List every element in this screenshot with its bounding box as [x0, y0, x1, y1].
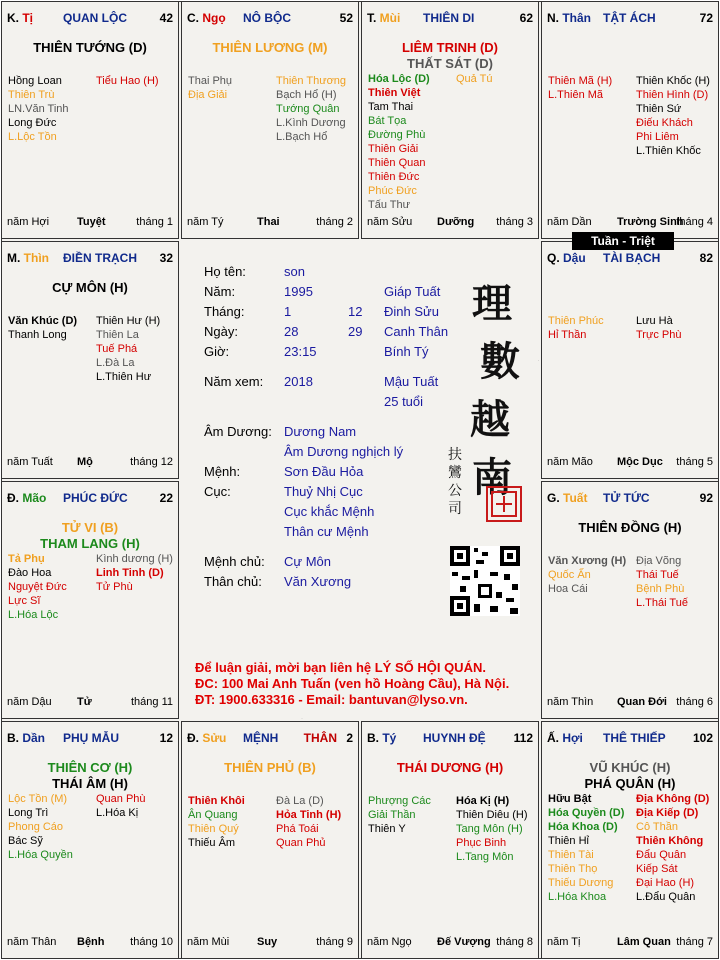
palace-header	[7, 731, 173, 747]
star-item: Long Trì	[8, 807, 49, 819]
star-item: Cô Thần	[636, 821, 678, 833]
star-item: L.Kình Dương	[276, 117, 346, 129]
palace-number: 92	[699, 491, 713, 505]
gio-label: Giờ:	[204, 344, 230, 359]
palace-name: THÊ THIẾP	[603, 731, 666, 745]
star-item: Tử Phù	[96, 581, 133, 593]
main-star: LIÊM TRINH (D)	[401, 40, 499, 55]
footer-stage: Mộc Dục	[617, 456, 663, 468]
star-item: Hóa Lộc (D)	[368, 73, 430, 85]
palace-cell-than	[541, 1, 719, 239]
right-stars	[636, 792, 709, 904]
star-item: LN.Văn Tinh	[8, 103, 69, 115]
palace-position: G. Tuất	[547, 491, 588, 505]
star-item: L.Bạch Hổ	[276, 131, 328, 143]
palace-name: TẬT ÁCH	[603, 11, 656, 25]
footer-year: năm Dậu	[7, 696, 52, 708]
star-item: Tấu Thư	[368, 199, 411, 211]
palace-cell-ti	[361, 721, 539, 959]
star-item: Thiên Khôi	[188, 795, 245, 807]
right-stars	[636, 554, 688, 610]
palace-cell-tuat	[541, 481, 719, 719]
am-duong-value: Dương Nam	[284, 424, 357, 439]
star-item: Thiếu Dương	[548, 877, 614, 889]
cuc-value: Thuỷ Nhị Cục	[284, 484, 363, 499]
palace-number: 72	[699, 11, 713, 25]
star-item: Phượng Các	[368, 795, 431, 807]
am-duong-label: Âm Dương:	[204, 424, 272, 439]
star-item: Hóa Kị (H)	[456, 795, 510, 807]
star-item: Phúc Đức	[368, 185, 417, 197]
palace-position: Đ. Mão	[7, 491, 47, 505]
star-item: Thái Tuế	[636, 569, 679, 581]
palace-header	[547, 251, 713, 267]
palace-name: PHÚC ĐỨC	[63, 491, 128, 505]
star-item: L.Thiên Hư	[96, 371, 152, 383]
star-item: Thiên Sứ	[636, 103, 682, 115]
star-item: L.Thái Tuế	[636, 597, 688, 609]
main-star: THẤT SÁT (D)	[407, 56, 493, 71]
star-item: Bác Sỹ	[8, 835, 43, 847]
palace-position: T. Mùi	[367, 11, 401, 25]
nam-xem-value: 2018	[284, 374, 313, 389]
calligraphy-char-3: 越	[470, 396, 510, 443]
palace-position: K. Tị	[7, 11, 34, 25]
star-item: Đẩu Quân	[636, 849, 687, 861]
footer-month: tháng 10	[130, 936, 173, 948]
right-stars	[96, 792, 146, 820]
menh-value: Sơn Đầu Hỏa	[284, 464, 364, 479]
star-item: Thiên Quan	[368, 157, 426, 169]
star-item: Thai Phụ	[188, 75, 233, 87]
star-item: Bát Tọa	[368, 115, 407, 127]
palace-footer	[367, 216, 533, 230]
star-item: L.Đà La	[96, 357, 135, 369]
palace-header	[7, 491, 173, 507]
footer-stage: Đế Vượng	[437, 936, 491, 948]
palace-footer	[547, 216, 713, 230]
palace-footer	[7, 936, 173, 950]
palace-footer	[187, 216, 353, 230]
star-item: Tướng Quân	[276, 103, 340, 115]
palace-number: 42	[159, 11, 173, 25]
palace-name: MỆNH	[243, 731, 279, 745]
gio-value: 23:15	[284, 344, 317, 359]
right-stars	[636, 74, 710, 158]
cuc-label: Cục:	[204, 484, 231, 499]
left-stars	[548, 74, 612, 102]
palace-cell-ty	[1, 1, 179, 239]
palace-number: 112	[513, 731, 533, 745]
palace-name: ĐIỀN TRẠCH	[63, 251, 137, 265]
left-stars	[8, 792, 73, 862]
ho-ten-value: son	[284, 264, 305, 279]
palace-cell-thin	[1, 241, 179, 479]
star-item: Đào Hoa	[8, 567, 52, 579]
footer-month: tháng 4	[676, 216, 713, 228]
main-star: PHÁ QUÂN (H)	[584, 776, 676, 791]
palace-position: Ấ. Hợi	[547, 731, 583, 745]
star-item: Địa Võng	[636, 555, 682, 567]
star-item: Quan Phủ	[276, 837, 326, 849]
seal-text: 扶 鸞 公 司	[448, 447, 462, 517]
star-item: Kiếp Sát	[636, 863, 678, 875]
star-item: Lực Sĩ	[8, 595, 41, 607]
star-item: Nguyệt Đức	[8, 581, 67, 593]
star-item: Phục Binh	[456, 837, 507, 849]
star-item: Địa Không (D)	[636, 793, 710, 805]
palace-position: Q. Dậu	[547, 251, 586, 265]
star-item: L.Hóa Lộc	[8, 609, 59, 621]
star-item: L.Hóa Khoa	[548, 891, 607, 903]
footer-year: năm Tý	[187, 216, 224, 228]
star-item: Đại Hao (H)	[636, 877, 695, 889]
ngay-label: Ngày:	[204, 324, 238, 339]
palace-position: N. Thân	[547, 11, 592, 25]
footer-year: năm Tuất	[7, 456, 53, 468]
star-item: Thiên Y	[368, 823, 406, 835]
nam-xem-label: Năm xem:	[204, 374, 264, 389]
star-item: Phong Cáo	[8, 821, 64, 833]
am-duong-note: Âm Dương nghịch lý	[284, 444, 404, 459]
qr-code-icon	[450, 546, 520, 616]
footer-stage: Quan Đới	[617, 696, 667, 708]
palace-header	[187, 11, 353, 27]
center-info-panel	[180, 240, 538, 718]
star-item: Hóa Quyền (D)	[548, 807, 625, 819]
menh-chu-value: Cự Môn	[284, 554, 331, 569]
star-item: Tang Môn (H)	[456, 823, 523, 835]
than-chu-value: Văn Xương	[284, 574, 352, 589]
footer-stage: Thai	[257, 216, 280, 228]
footer-month: tháng 9	[316, 936, 353, 948]
star-item: Phá Toái	[276, 823, 319, 835]
footer-year: năm Thân	[7, 936, 57, 948]
footer-year: năm Sửu	[367, 216, 413, 228]
star-item: Thiên Tài	[548, 849, 594, 861]
main-star: THIÊN ĐỒNG (H)	[578, 520, 682, 535]
palace-header	[547, 11, 713, 27]
star-item: Thiên Trù	[8, 89, 55, 101]
star-item: L.Đẩu Quân	[636, 891, 696, 903]
palace-number: 2	[346, 731, 353, 745]
palace-number: 12	[159, 731, 173, 745]
palace-cell-suu	[181, 721, 359, 959]
star-item: Địa Kiếp (D)	[636, 807, 699, 819]
thang-can-chi: Đinh Sửu	[384, 304, 439, 319]
ho-ten-label: Họ tên:	[204, 264, 246, 279]
palace-name: THIÊN DI	[423, 11, 475, 25]
palace-header	[547, 731, 713, 747]
star-item: Hữu Bật	[548, 793, 592, 805]
footer-stage: Suy	[257, 936, 278, 948]
right-stars	[456, 72, 493, 86]
cuc-note-1: Cục khắc Mệnh	[284, 504, 375, 519]
palace-number: 102	[692, 731, 713, 745]
cuc-note-2: Thân cư Mệnh	[284, 524, 369, 539]
palace-position: Đ. Sửu	[187, 731, 227, 745]
footer-month: tháng 8	[496, 936, 533, 948]
palace-number: 52	[339, 11, 353, 25]
star-item: Lưu Hà	[636, 315, 673, 327]
tuan-triet-badge: Tuần - Triệt	[572, 232, 674, 250]
palace-position: B. Tý	[367, 731, 397, 745]
palace-number: 22	[159, 491, 173, 505]
palace-number: 82	[699, 251, 713, 265]
left-stars	[548, 554, 626, 596]
star-item: Địa Giải	[188, 89, 228, 101]
footer-year: năm Hợi	[7, 216, 50, 228]
star-item: Tam Thai	[368, 101, 414, 113]
palace-cell-hoi	[541, 721, 719, 959]
star-item: Đà La (D)	[276, 795, 324, 807]
star-item: Điếu Khách	[636, 117, 693, 129]
than-chu-label: Thân chủ:	[204, 574, 262, 589]
star-item: Thiên Phúc	[548, 315, 604, 327]
palace-footer	[547, 936, 713, 950]
star-item: Thiên Thương	[276, 75, 347, 87]
star-item: Linh Tinh (D)	[96, 567, 164, 579]
footer-year: năm Mão	[547, 456, 593, 468]
star-item: Thiên Hình (D)	[636, 89, 709, 101]
palace-cell-mui	[361, 1, 539, 239]
palace-footer	[7, 696, 173, 710]
footer-stage: Bệnh	[77, 936, 105, 948]
footer-stage: Tử	[77, 696, 92, 708]
calligraphy-char-1: 理	[472, 280, 512, 327]
right-stars	[276, 794, 341, 850]
menh-label: Mệnh:	[204, 464, 241, 479]
star-item: Hỉ Thần	[548, 329, 587, 341]
contact-line-1: Để luận giải, mời bạn liên hệ LÝ SỐ HỘI QUÁN.	[195, 660, 486, 675]
right-stars	[96, 552, 173, 594]
footer-year: năm Ngọ	[367, 936, 412, 948]
footer-month: tháng 1	[136, 216, 173, 228]
footer-month: tháng 6	[676, 696, 713, 708]
palace-footer	[7, 216, 173, 230]
palace-name: PHỤ MẪU	[63, 731, 119, 745]
star-item: Thiên Quý	[188, 823, 239, 835]
star-item: L.Thiên Khốc	[636, 145, 701, 157]
palace-position: M. Thìn	[7, 251, 49, 265]
left-stars	[8, 552, 67, 622]
star-item: Thiên Mã (H)	[548, 75, 613, 87]
palace-header	[367, 11, 533, 27]
palace-footer	[367, 936, 533, 950]
star-item: Hóa Khoa (D)	[548, 821, 618, 833]
star-item: Thiên Giải	[368, 143, 419, 155]
menh-chu-label: Mệnh chủ:	[204, 554, 265, 569]
star-item: Lộc Tồn (M)	[8, 793, 68, 805]
ngay-am-lich: 29	[348, 324, 363, 339]
main-star: THIÊN TƯỚNG (D)	[33, 40, 147, 55]
star-item: Thiên Khốc (H)	[636, 75, 710, 87]
ngay-value: 28	[284, 324, 299, 339]
gio-can-chi: Bính Tý	[384, 344, 429, 359]
star-item: Quốc Ấn	[548, 569, 591, 581]
main-star: THAM LANG (H)	[40, 536, 140, 551]
than-marker: THÂN	[303, 731, 337, 745]
star-item: Ân Quang	[188, 809, 238, 821]
footer-month: tháng 5	[676, 456, 713, 468]
star-item: Thiên Hư (H)	[96, 315, 161, 327]
left-stars	[548, 314, 604, 342]
contact-line-2: ĐC: 100 Mai Anh Tuấn (ven hồ Hoàng Cầu), Hà Nội.	[195, 676, 510, 691]
palace-footer	[547, 456, 713, 470]
palace-position: C. Ngọ	[187, 11, 226, 25]
star-item: Giải Thần	[368, 809, 416, 821]
right-stars	[456, 794, 528, 864]
palace-name: HUYNH ĐỆ	[423, 731, 486, 745]
footer-stage: Trường Sinh	[617, 216, 684, 228]
star-item: Thiên Hỉ	[548, 835, 589, 847]
star-item: Kình dương (H)	[96, 553, 173, 565]
left-stars	[8, 74, 69, 144]
palace-footer	[7, 456, 173, 470]
star-item: Hoa Cái	[548, 583, 588, 595]
star-item: Bạch Hổ (H)	[276, 89, 337, 101]
star-item: Văn Xương (H)	[548, 555, 627, 567]
right-stars	[636, 314, 681, 342]
star-item: L.Thiên Mã	[548, 89, 604, 101]
palace-name: QUAN LỘC	[63, 11, 127, 25]
star-item: L.Hóa Quyền	[8, 849, 73, 861]
main-star: THÁI DƯƠNG (H)	[396, 760, 504, 775]
nam-label: Năm:	[204, 284, 236, 299]
right-stars	[96, 74, 159, 88]
main-star: TỬ VI (B)	[61, 520, 119, 535]
calligraphy-char-2: 數	[480, 338, 520, 385]
palace-header	[547, 491, 713, 507]
footer-year: năm Tị	[547, 936, 581, 948]
palace-name: TỬ TỨC	[603, 491, 650, 505]
left-stars	[188, 794, 245, 850]
palace-position: B. Dần	[7, 731, 46, 745]
star-item: Tiểu Hao (H)	[96, 75, 159, 87]
palace-header	[7, 251, 173, 267]
footer-stage: Tuyệt	[77, 216, 106, 228]
star-item: Phi Liêm	[636, 131, 679, 143]
main-star: THÁI ÂM (H)	[52, 776, 128, 791]
red-seal-stamp	[486, 486, 522, 522]
footer-stage: Mộ	[77, 456, 93, 468]
star-item: Thiên Diêu (H)	[456, 809, 528, 821]
palace-number: 32	[159, 251, 173, 265]
palace-header	[367, 731, 533, 747]
star-item: Bệnh Phù	[636, 583, 685, 595]
star-item: Văn Khúc (D)	[8, 315, 78, 327]
star-item: Thiên Đức	[368, 171, 420, 183]
footer-month: tháng 7	[676, 936, 713, 948]
footer-stage: Lâm Quan	[617, 936, 671, 948]
left-stars	[8, 314, 77, 342]
palace-number: 62	[519, 11, 533, 25]
thang-label: Tháng:	[204, 304, 245, 319]
palace-footer	[547, 696, 713, 710]
palace-cell-ngo	[181, 1, 359, 239]
star-item: Thiên Thọ	[548, 863, 598, 875]
star-item: Thanh Long	[8, 329, 67, 341]
star-item: L.Hóa Kị	[96, 807, 139, 819]
palace-header	[7, 11, 173, 27]
right-stars	[96, 314, 160, 384]
main-star: THIÊN LƯƠNG (M)	[212, 40, 328, 55]
star-item: Đường Phù	[368, 129, 426, 141]
footer-year: năm Dần	[547, 216, 592, 228]
main-star: CỰ MÔN (H)	[52, 280, 128, 295]
thang-value: 1	[284, 304, 292, 319]
left-stars	[368, 794, 431, 836]
star-item: Tuế Phá	[96, 343, 138, 355]
footer-stage: Dưỡng	[437, 216, 475, 228]
nam-xem-can-chi: Mậu Tuất	[384, 374, 439, 389]
right-stars	[276, 74, 346, 144]
palace-footer	[187, 936, 353, 950]
palace-cell-dan	[1, 721, 179, 959]
star-item: Thiên La	[96, 329, 139, 341]
palace-name: TÀI BẠCH	[603, 251, 661, 265]
palace-header	[187, 731, 353, 747]
star-item: Thiên Việt	[368, 87, 421, 99]
star-item: Hỏa Tinh (H)	[276, 809, 342, 821]
palace-cell-mao	[1, 481, 179, 719]
left-stars	[368, 72, 430, 212]
star-item: Trực Phù	[636, 329, 682, 341]
main-star: VŨ KHÚC (H)	[589, 760, 671, 775]
tuoi-value: 25 tuổi	[384, 394, 424, 409]
star-item: Quan Phù	[96, 793, 146, 805]
nam-value: 1995	[284, 284, 313, 299]
palace-name: NÔ BỘC	[243, 11, 291, 25]
nam-can-chi: Giáp Tuất	[384, 284, 441, 299]
star-item: Tả Phụ	[8, 553, 45, 565]
footer-month: tháng 12	[130, 456, 173, 468]
contact-line-3: ĐT: 1900.633316 - Email: bantuvan@lyso.vn.	[195, 692, 468, 707]
star-item: Long Đức	[8, 117, 57, 129]
ngay-can-chi: Canh Thân	[384, 324, 449, 339]
star-item: Thiếu Âm	[188, 837, 236, 849]
left-stars	[188, 74, 232, 102]
star-item: Quả Tú	[456, 73, 493, 85]
palace-cell-dau	[541, 241, 719, 479]
main-star: THIÊN PHỦ (B)	[224, 760, 316, 775]
footer-month: tháng 11	[130, 696, 173, 708]
left-stars	[548, 792, 624, 904]
footer-year: năm Mùi	[187, 936, 230, 948]
footer-month: tháng 2	[316, 216, 353, 228]
footer-year: năm Thìn	[547, 696, 594, 708]
star-item: Hồng Loan	[8, 75, 62, 87]
star-item: Thiên Không	[636, 835, 704, 847]
calligraphy-char-4: 南	[472, 454, 512, 501]
footer-month: tháng 3	[496, 216, 533, 228]
star-item: L.Lộc Tồn	[8, 131, 57, 143]
thang-am-lich: 12	[348, 304, 363, 319]
main-star: THIÊN CƠ (H)	[47, 760, 133, 775]
star-item: L.Tang Môn	[456, 851, 514, 863]
